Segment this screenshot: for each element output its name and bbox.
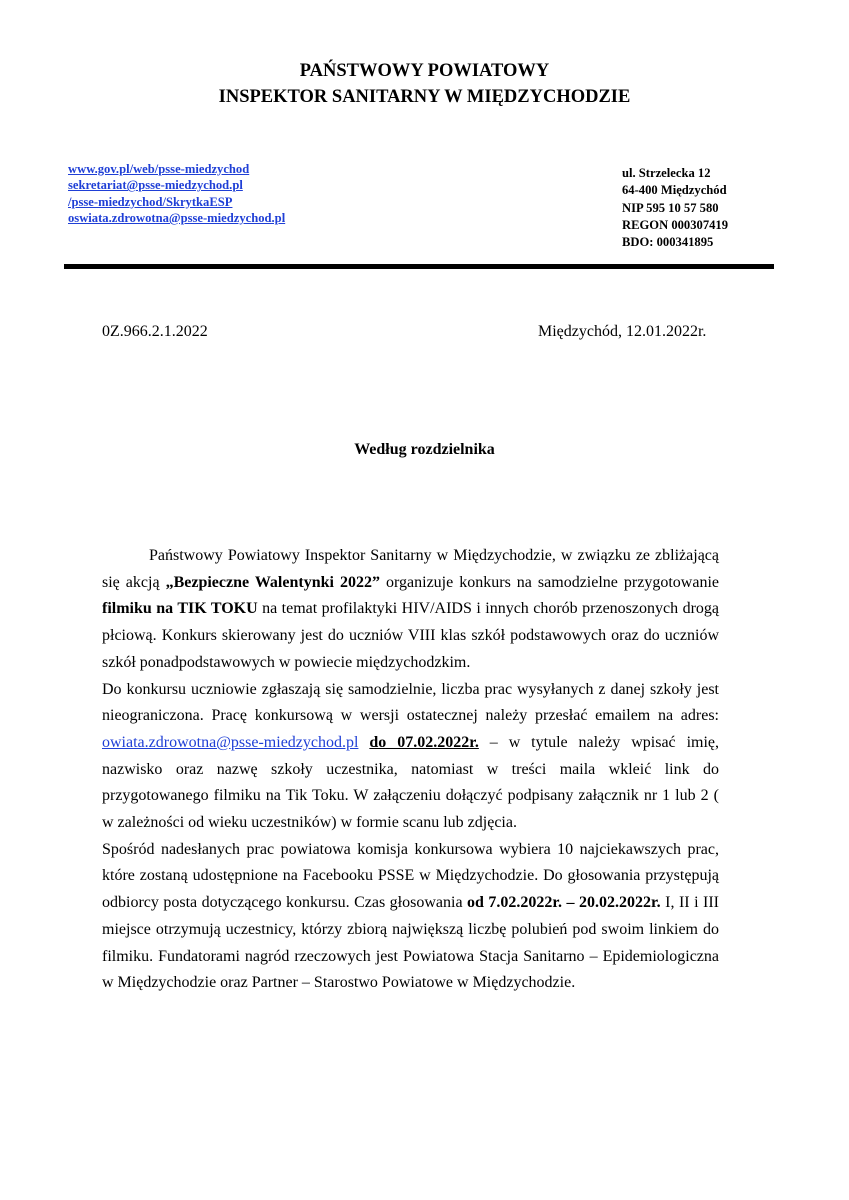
p1-text-a: Państwowy Powiatowy Inspektor Sanitarny w Międzychodzie, w związku ze zbliżającą się akcją <box>102 547 719 591</box>
p2-space <box>358 734 369 751</box>
p2-text-a: Do konkursu uczniowie zgłaszają się samodzielnie, liczba prac wysyłanych z danej szkoły jest nieograniczona. Pracę konkursową w wersji ostatecznej należy przesłać emailem na adres: <box>102 680 719 725</box>
letter-body <box>102 543 719 997</box>
p1-campaign-name: „Bezpieczne Walentynki 2022” <box>165 573 380 591</box>
p2-text-b: – w tytule należy wpisać imię, nazwisko oraz nazwę szkoły uczestnika, natomiast w treści maila wkleić link do przygotowanego filmiku na Tik Toku. W załączeniu dołączyć podpisany załącznik nr 1 lub 2 ( w zależności od wieku uczestników) w formie scanu lub zdjęcia. <box>102 733 720 832</box>
address-block <box>622 165 728 251</box>
website-link[interactable]: www.gov.pl/web/psse-miedzychod <box>68 162 250 176</box>
voting-period: od 7.02.2022r. – 20.02.2022r. <box>467 894 661 912</box>
p1-text-b: organizuje konkurs na samodzielne przygotowanie <box>379 573 719 591</box>
contact-links <box>68 161 285 226</box>
address-regon: REGON 000307419 <box>622 217 729 232</box>
address-nip: NIP 595 10 57 580 <box>622 200 719 215</box>
paragraph-2 <box>102 677 719 837</box>
distribution-heading: Według rozdzielnika <box>354 441 495 458</box>
p1-text-c: na temat profilaktyki HIV/AIDS i innych chorób przenoszonych drogą płciową. Konkurs skierowany jest do uczniów VIII klas szkół podstawowych oraz do uczniów szkół ponadpodstawowych w powiecie międzychodzkim. <box>102 600 719 671</box>
secretariat-email-link[interactable]: sekretariat@psse-miedzychod.pl <box>68 178 243 193</box>
esp-inbox-link[interactable]: /psse-miedzychod/SkrytkaESP <box>68 194 233 209</box>
paragraph-3 <box>102 837 719 997</box>
submission-deadline: do 07.02.2022r. <box>369 733 479 751</box>
submission-email-link[interactable]: owiata.zdrowotna@psse-miedzychod.pl <box>102 733 359 751</box>
p3-text-b: I, II i III miejsce otrzymują uczestnicy, którzy zbiorą największą liczbę polubień pod swoim linkiem do filmiku. Fundatorami nagród rzeczowych jest Powiatowa Stacja Sanitarno – Epidemiologiczna w Międzychodzie oraz Partner – Starostwo Powiatowe w Międzychodzie. <box>102 894 719 992</box>
education-email-link[interactable]: oswiata.zdrowotna@psse-miedzychod.pl <box>68 210 286 225</box>
authority-title-line2: INSPEKTOR SANITARNY W MIĘDZYCHODZIE <box>218 87 631 107</box>
address-bdo: BDO: 000341895 <box>622 235 714 250</box>
reference-number: 0Z.966.2.1.2022 <box>102 323 208 340</box>
header-divider <box>64 264 774 269</box>
paragraph-1 <box>102 543 719 677</box>
p1-tiktok-emphasis: filmiku na TIK TOKU <box>102 600 258 618</box>
p3-text-a: Spośród nadesłanych prac powiatowa komisja konkursowa wybiera 10 najciekawszych prac, które zostaną udostępnione na Facebooku PSSE w Międzychodzie. Do głosowania przystępują odbiorcy posta dotyczącego konkursu. Czas głosowania <box>102 840 719 912</box>
address-city: 64-400 Międzychód <box>622 183 727 198</box>
address-street: ul. Strzelecka 12 <box>622 166 711 180</box>
authority-title-line1: PAŃSTWOWY POWIATOWY <box>299 61 550 81</box>
place-date: Międzychód, 12.01.2022r. <box>538 323 707 340</box>
